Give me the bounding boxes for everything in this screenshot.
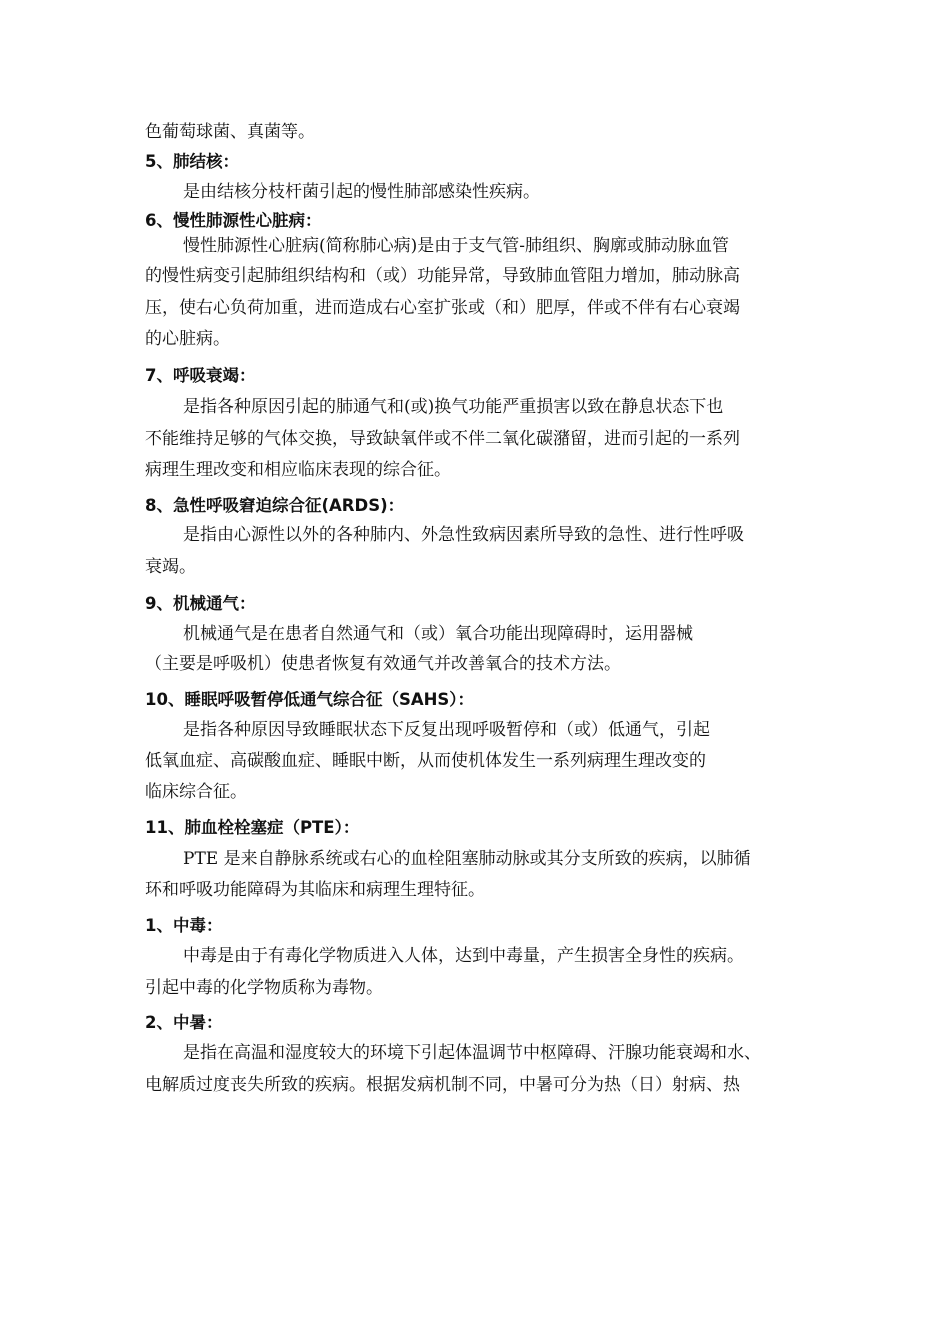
definition-text-line: 临床综合征。 [145, 782, 247, 802]
definition-text-line: 是指由心源性以外的各种肺内、外急性致病因素所导致的急性、进行性呼吸 [183, 525, 744, 545]
definition-text-line: 病理生理改变和相应临床表现的综合征。 [145, 460, 451, 480]
definition-text-line: 慢性肺源性心脏病(简称肺心病)是由于支气管-肺组织、胸廓或肺动脉血管 [183, 236, 730, 256]
definition-text-line: 环和呼吸功能障碍为其临床和病理生理特征。 [145, 880, 485, 900]
definition-text-line: 衰竭。 [145, 557, 196, 577]
body-text-line: 色葡萄球菌、真菌等。 [145, 122, 315, 142]
section-heading: 2、中暑： [145, 1013, 223, 1032]
definition-text-line: PTE 是来自静脉系统或右心的血栓阻塞肺动脉或其分支所致的疾病，以肺循 [183, 849, 751, 869]
definition-text-line: 是指各种原因引起的肺通气和(或)换气功能严重损害以致在静息状态下也 [183, 397, 724, 417]
definition-text-line: 的慢性病变引起肺组织结构和（或）功能异常，导致肺血管阻力增加，肺动脉高 [145, 266, 740, 286]
definition-text-line: 中毒是由于有毒化学物质进入人体，达到中毒量，产生损害全身性的疾病。 [183, 946, 744, 966]
definition-text-line: 的心脏病。 [145, 329, 230, 349]
section-heading: 8、急性呼吸窘迫综合征(ARDS)： [145, 496, 405, 515]
definition-text-line: 是由结核分枝杆菌引起的慢性肺部感染性疾病。 [183, 182, 540, 202]
definition-text-line: 机械通气是在患者自然通气和（或）氧合功能出现障碍时，运用器械 [183, 624, 693, 644]
section-heading: 1、中毒： [145, 916, 223, 935]
definition-text-line: （主要是呼吸机）使患者恢复有效通气并改善氧合的技术方法。 [145, 654, 621, 674]
section-heading: 11、肺血栓栓塞症（PTE）： [145, 818, 360, 837]
definition-text-line: 是指在高温和湿度较大的环境下引起体温调节中枢障碍、汗腺功能衰竭和水、 [183, 1043, 761, 1063]
section-heading: 7、呼吸衰竭： [145, 366, 256, 385]
definition-text-line: 低氧血症、高碳酸血症、睡眠中断，从而使机体发生一系列病理生理改变的 [145, 751, 706, 771]
section-heading: 10、睡眠呼吸暂停低通气综合征（SAHS）： [145, 690, 475, 709]
definition-text-line: 压，使右心负荷加重，进而造成右心室扩张或（和）肥厚，伴或不伴有右心衰竭 [145, 298, 740, 318]
definition-text-line: 是指各种原因导致睡眠状态下反复出现呼吸暂停和（或）低通气，引起 [183, 720, 710, 740]
definition-text-line: 引起中毒的化学物质称为毒物。 [145, 978, 383, 998]
section-heading: 5、肺结核： [145, 152, 239, 171]
definition-text-line: 不能维持足够的气体交换，导致缺氧伴或不伴二氧化碳潴留，进而引起的一系列 [145, 429, 740, 449]
section-heading: 6、慢性肺源性心脏病： [145, 211, 322, 230]
section-heading: 9、机械通气： [145, 594, 256, 613]
definition-text-line: 电解质过度丧失所致的疾病。根据发病机制不同，中暑可分为热（日）射病、热 [145, 1075, 740, 1095]
